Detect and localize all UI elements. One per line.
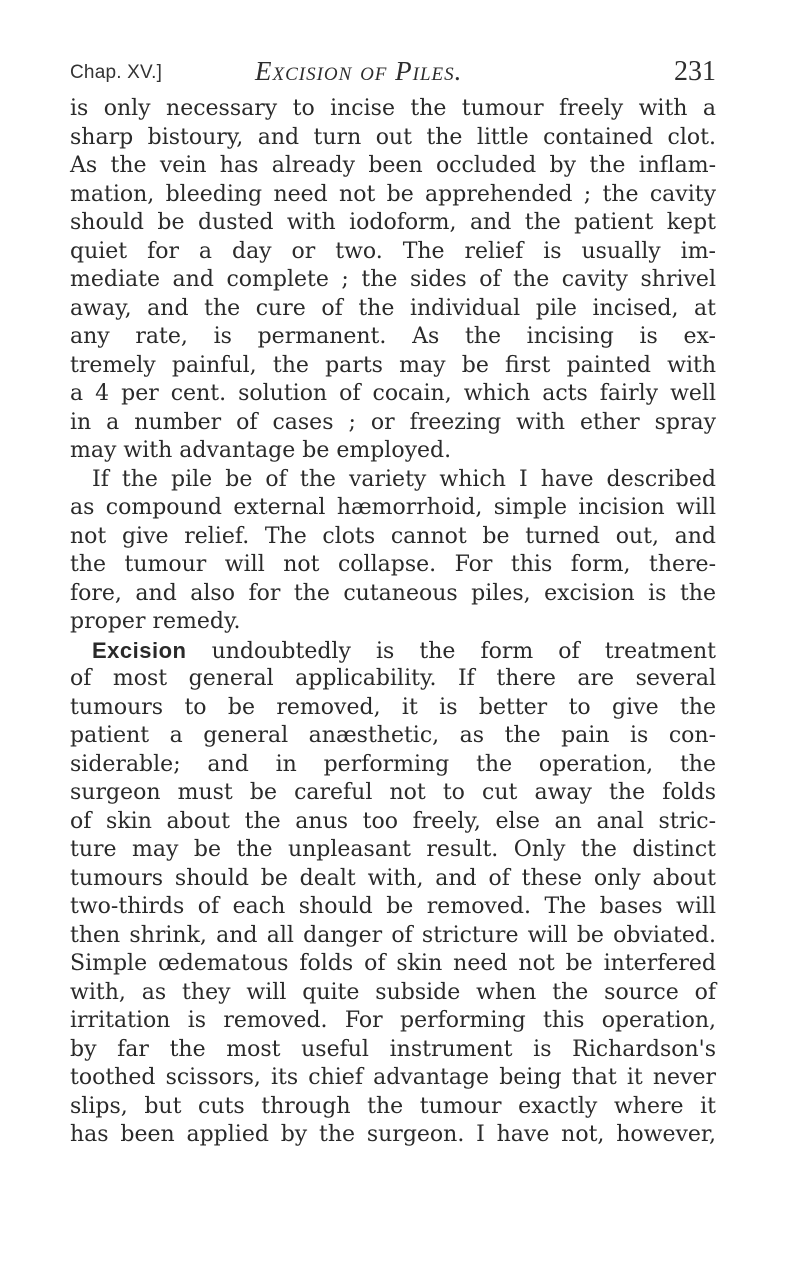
text-line: tumours to be removed, it is better to give the: [70, 694, 716, 720]
text-line: Simple œdematous folds of skin need not be interfered: [70, 951, 716, 976]
text-line-rest: undoubtedly is the form of treatment: [211, 638, 716, 664]
text-line: As the vein has already been occluded by the inflam-: [70, 153, 716, 178]
text-line: ture may be the unpleasant result. Only the distinct: [70, 837, 716, 862]
section-lead-word: Excision: [92, 637, 187, 663]
text-line: may with advantage be employed.: [70, 438, 452, 463]
text-line: of skin about the anus too freely, else an anal stric-: [70, 808, 716, 834]
text-line: quiet for a day or two. The relief is usually im-: [70, 238, 716, 264]
text-line: of most general applicability. If there are several: [70, 666, 716, 691]
text-line: the tumour will not collapse. For this form, there-: [70, 552, 716, 577]
text-line: a 4 per cent. solution of cocain, which acts fairly well: [70, 381, 716, 406]
text-line: toothed scissors, its chief advantage being that it never: [70, 1065, 716, 1090]
text-line: not give relief. The clots cannot be turned out, and: [70, 523, 716, 549]
text-line: by far the most useful instrument is Richardson's: [70, 1036, 716, 1062]
text-line: is only necessary to incise the tumour freely with a: [70, 96, 716, 121]
text-line: surgeon must be careful not to cut away the folds: [70, 780, 716, 805]
text-line: siderable; and in performing the operation, the: [70, 751, 716, 777]
text-line: sharp bistoury, and turn out the little contained clot.: [70, 124, 716, 150]
text-line: has been applied by the surgeon. I have not, however,: [70, 1122, 716, 1147]
page-number: 231: [674, 56, 716, 87]
text-line: irritation is removed. For performing this operation,: [70, 1008, 716, 1033]
text-line: as compound external hæmorrhoid, simple incision will: [70, 495, 716, 520]
text-line: with, as they will quite subside when the source of: [70, 979, 716, 1005]
text-line: If the pile be of the variety which I have described: [92, 466, 716, 492]
text-line: two-thirds of each should be removed. The bases will: [70, 894, 716, 919]
text-line: mediate and complete ; the sides of the cavity shrivel: [70, 267, 716, 292]
text-line: away, and the cure of the individual pile incised, at: [70, 295, 716, 321]
text-line: tumours should be dealt with, and of these only about: [70, 865, 716, 891]
text-line-with-lead: [70, 637, 716, 666]
body-text: [70, 95, 716, 1150]
text-line: any rate, is permanent. As the incising is ex-: [70, 324, 716, 349]
chapter-label: Chap. XV.]: [70, 62, 163, 83]
text-line: should be dusted with iodoform, and the patient kept: [70, 210, 716, 235]
page-title: Excision of Piles.: [255, 56, 463, 86]
text-line: patient a general anæsthetic, as the pain is con-: [70, 723, 716, 748]
running-head: [70, 56, 716, 96]
text-line: proper remedy.: [70, 609, 241, 634]
text-line: tremely painful, the parts may be first painted with: [70, 352, 716, 378]
text-line: slips, but cuts through the tumour exactly where it: [70, 1093, 716, 1119]
text-line: then shrink, and all danger of stricture will be obviated.: [70, 922, 716, 948]
text-line: in a number of cases ; or freezing with ether spray: [70, 409, 716, 435]
text-line: fore, and also for the cutaneous piles, excision is the: [70, 580, 716, 606]
text-line: mation, bleeding need not be apprehended ; the cavity: [70, 181, 716, 207]
